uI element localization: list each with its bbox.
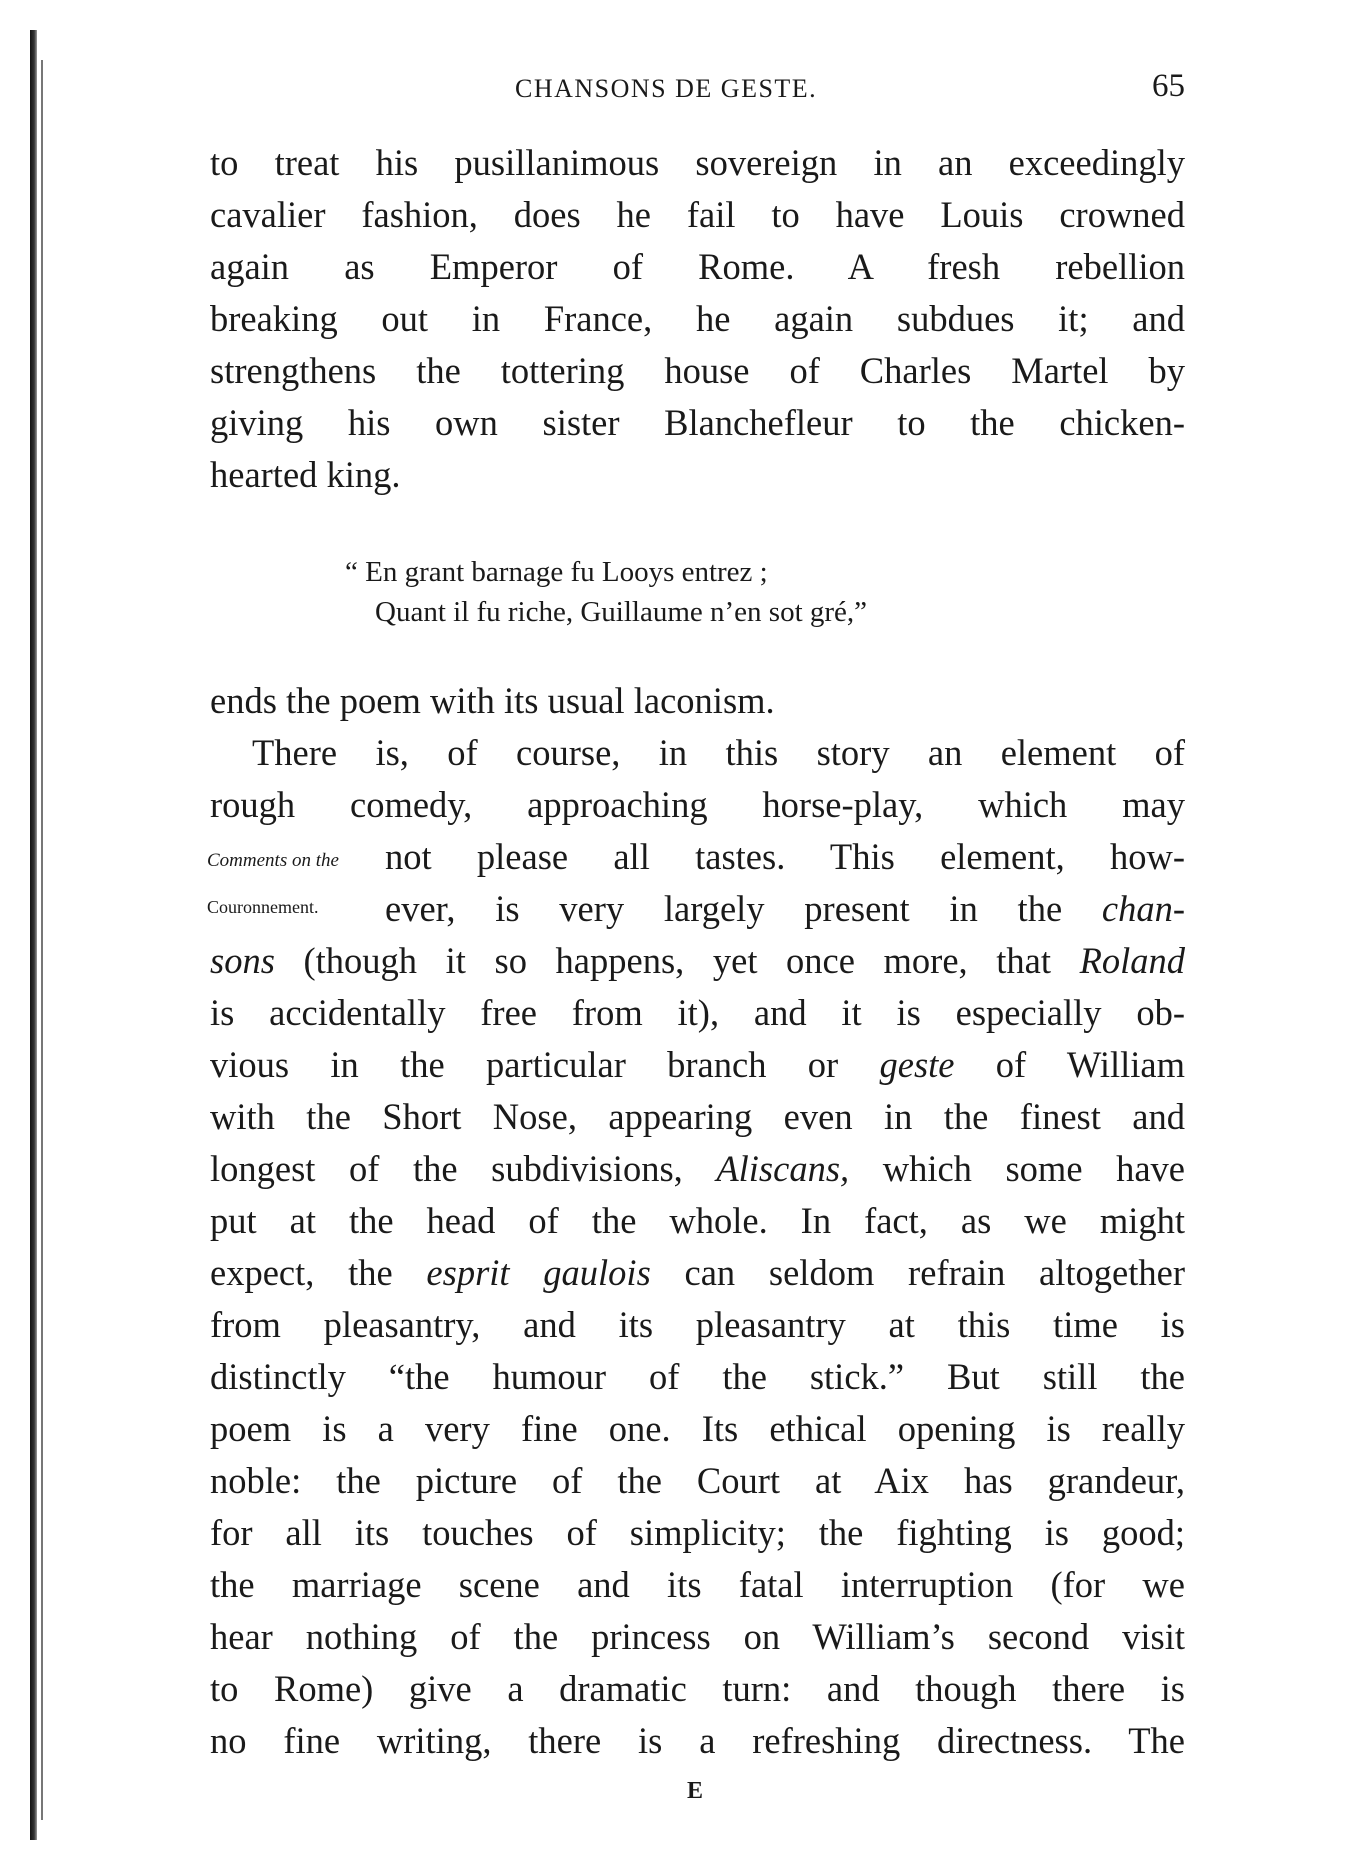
text-line: noble: the picture of the Court at Aix has grandeur, — [210, 1460, 1185, 1501]
paragraph-2 — [210, 675, 1185, 727]
paragraph-1 — [210, 137, 1185, 501]
text-line: poem is a very fine one. Its ethical opening is really — [210, 1408, 1185, 1449]
text-line — [210, 1039, 1185, 1091]
text-run: vious in the particular branch or — [210, 1044, 880, 1085]
italic-text: esprit gaulois — [426, 1252, 651, 1293]
text-line: hearted king. — [210, 454, 401, 495]
text-line: with the Short Nose, appearing even in the finest and — [210, 1096, 1185, 1137]
binding-edge — [30, 30, 37, 1840]
signature-mark: E — [687, 1778, 704, 1804]
text-run: expect, the — [210, 1252, 427, 1293]
verse-line: “ En grant barnage fu Looys entrez ; — [345, 556, 768, 588]
text-line: again as Emperor of Rome. A fresh rebellion — [210, 246, 1185, 287]
text-run: (though it so happens, yet once more, that — [274, 940, 1080, 981]
sidenote-line: Comments on the — [207, 850, 339, 871]
text-line: for all its touches of simplicity; the fighting is good; — [210, 1512, 1185, 1553]
text-line: not please all tastes. This element, how- — [385, 836, 1185, 877]
text-run: of William — [954, 1044, 1186, 1085]
text-line: no fine writing, there is a refreshing directness. The — [210, 1720, 1185, 1761]
binding-edge-line — [41, 60, 43, 1820]
text-line — [210, 935, 1185, 987]
text-line: There is, of course, in this story an element of — [252, 732, 1185, 773]
text-line: the marriage scene and its fatal interruption (for we — [210, 1564, 1185, 1605]
text-line — [210, 883, 1185, 935]
text-run: ever, is very largely present in the — [385, 888, 1102, 929]
italic-text: Aliscans, — [716, 1148, 850, 1189]
italic-text: Roland — [1079, 940, 1185, 981]
running-head — [210, 68, 1185, 114]
text-line: distinctly “the humour of the stick.” But still the — [210, 1356, 1185, 1397]
text-line: hear nothing of the princess on William’s second visit — [210, 1616, 1185, 1657]
text-line: is accidentally free from it), and it is especially ob- — [210, 992, 1185, 1033]
verse-line: Quant il fu riche, Guillaume n’en sot gré,” — [375, 596, 868, 628]
text-line — [210, 1247, 1185, 1299]
text-line: to treat his pusillanimous sovereign in an exceedingly — [210, 142, 1185, 183]
page-number: 65 — [1152, 68, 1185, 104]
sidenote-line: Couronnement. — [207, 897, 319, 917]
paragraph-3 — [210, 727, 1185, 1767]
text-line: strengthens the tottering house of Charles Martel by — [210, 350, 1185, 391]
verse-quotation — [345, 552, 867, 632]
text-line: to Rome) give a dramatic turn: and though there is — [210, 1668, 1185, 1709]
italic-text: chan- — [1101, 888, 1185, 929]
text-line: ends the poem with its usual laconism. — [210, 680, 775, 721]
italic-text: sons — [210, 940, 275, 981]
text-run: which some have — [849, 1148, 1185, 1189]
text-line: giving his own sister Blanchefleur to the chicken- — [210, 402, 1185, 443]
text-run: can seldom refrain altogether — [650, 1252, 1185, 1293]
running-title: CHANSONS DE GESTE. — [515, 74, 818, 103]
text-line — [210, 1143, 1185, 1195]
text-line: cavalier fashion, does he fail to have Louis crowned — [210, 194, 1185, 235]
text-line: rough comedy, approaching horse-play, which may — [210, 784, 1185, 825]
text-line: breaking out in France, he again subdues it; and — [210, 298, 1185, 339]
text-line: put at the head of the whole. In fact, as we might — [210, 1200, 1185, 1241]
text-run: longest of the subdivisions, — [210, 1148, 717, 1189]
italic-text: geste — [879, 1044, 955, 1085]
text-line: from pleasantry, and its pleasantry at this time is — [210, 1304, 1185, 1345]
